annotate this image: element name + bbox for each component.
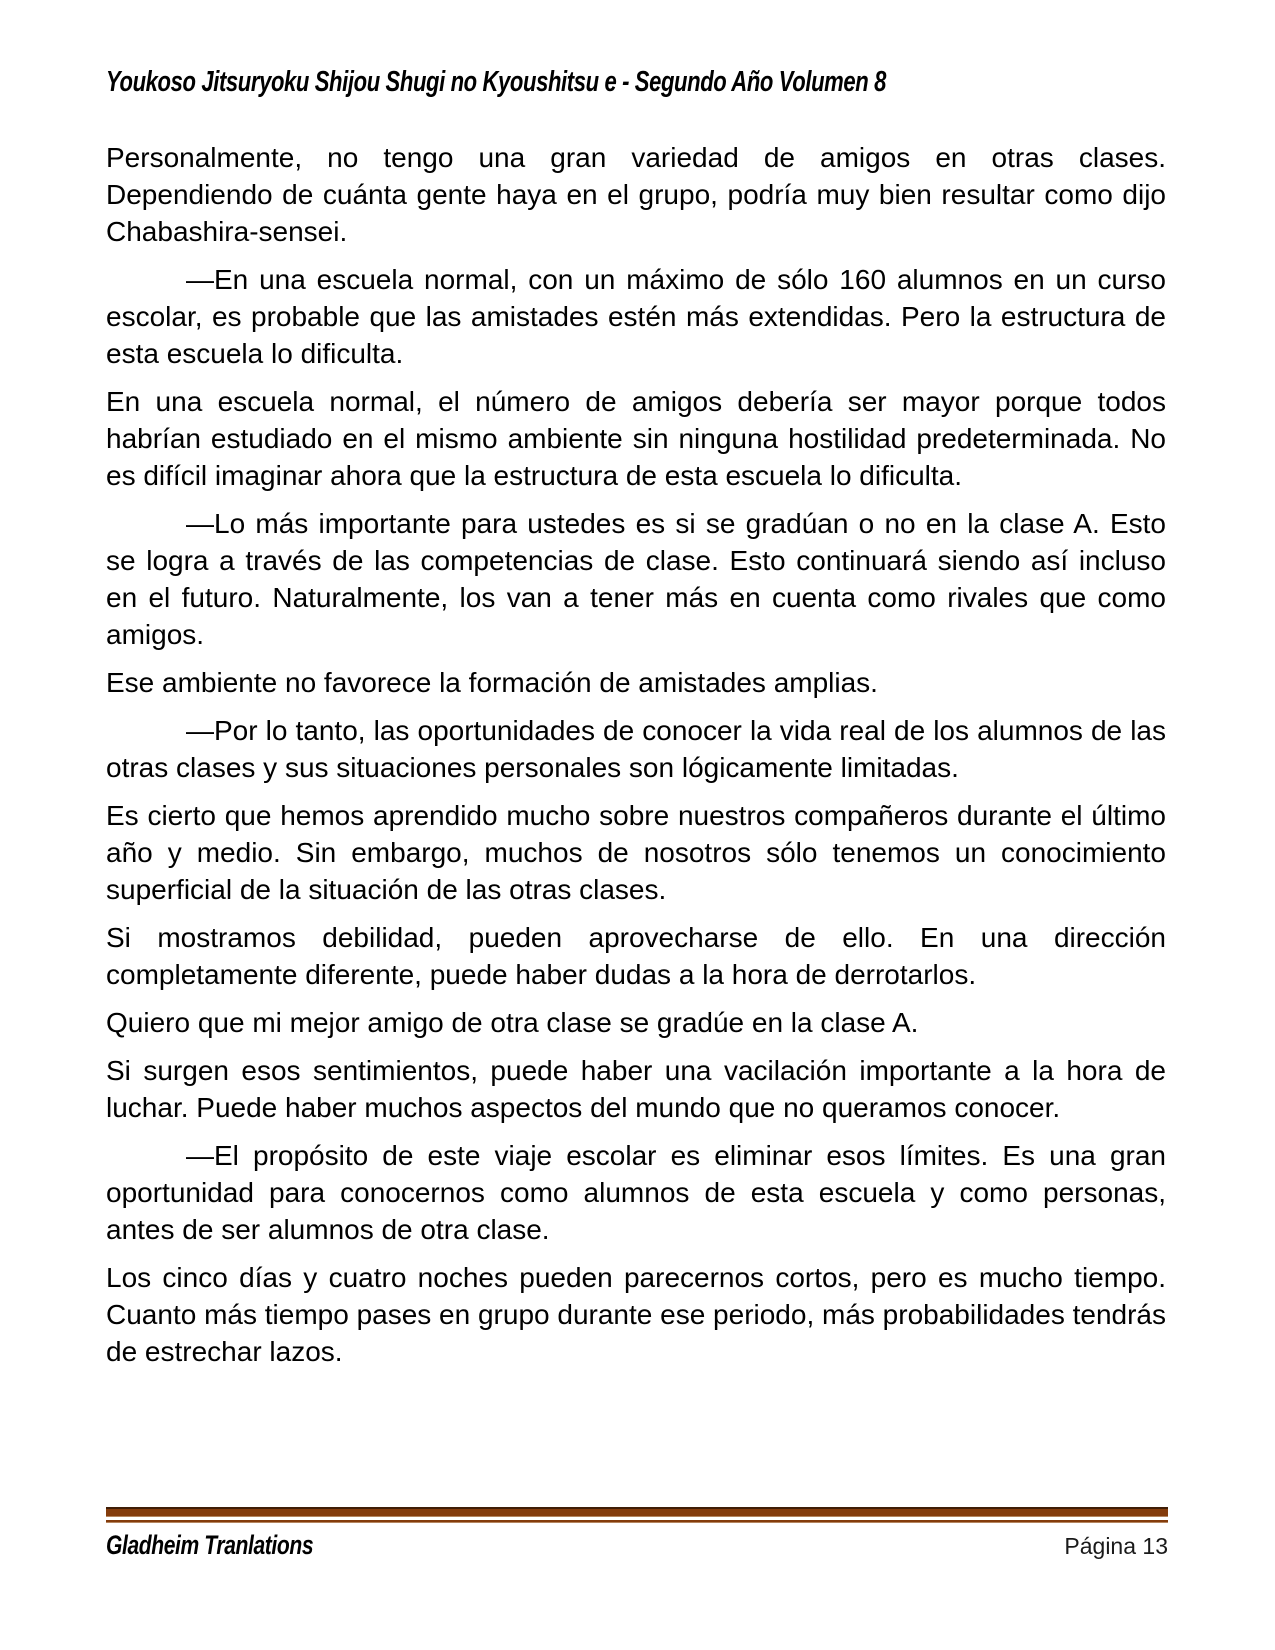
paragraph: —Por lo tanto, las oportunidades de conocer la vida real de los alumnos de las otras clases y sus situaciones personales son lógicamente limitadas. bbox=[106, 715, 1166, 783]
page-footer bbox=[106, 1507, 1168, 1561]
paragraph: Quiero que mi mejor amigo de otra clase se gradúe en la clase A. bbox=[106, 1007, 919, 1038]
paragraph: —Lo más importante para ustedes es si se gradúan o no en la clase A. Esto se logra a través de las competencias de clase. Esto continuará siendo así incluso en el futuro. Naturalmente, los van a tener más en cuenta como rivales que como amigos. bbox=[106, 508, 1166, 650]
footer-rule-thick-band bbox=[106, 1507, 1168, 1517]
translator-credit: Gladheim Tranlations bbox=[106, 1530, 314, 1560]
page-number-label: Página bbox=[1064, 1533, 1137, 1559]
page-header bbox=[106, 66, 1168, 99]
footer-rule bbox=[106, 1507, 1168, 1523]
paragraph: Personalmente, no tengo una gran variedad de amigos en otras clases. Dependiendo de cuánta gente haya en el grupo, podría muy bien resultar como dijo Chabashira-sensei. bbox=[106, 142, 1166, 247]
paragraph: En una escuela normal, el número de amigos debería ser mayor porque todos habrían estudiado en el mismo ambiente sin ninguna hostilidad predeterminada. No es difícil imaginar ahora que la estructura de esta escuela lo dificulta. bbox=[106, 386, 1166, 491]
paragraph: —En una escuela normal, con un máximo de sólo 160 alumnos en un curso escolar, es probable que las amistades estén más extendidas. Pero la estructura de esta escuela lo dificulta. bbox=[106, 264, 1166, 369]
page-body bbox=[106, 139, 1166, 1381]
footer-rule-thin-line bbox=[106, 1520, 1168, 1523]
paragraph: Si mostramos debilidad, pueden aprovecharse de ello. En una dirección completamente diferente, puede haber dudas a la hora de derrotarlos. bbox=[106, 922, 1166, 990]
page-number-value: 13 bbox=[1142, 1533, 1168, 1559]
paragraph: Ese ambiente no favorece la formación de amistades amplias. bbox=[106, 667, 878, 698]
paragraph: Los cinco días y cuatro noches pueden parecernos cortos, pero es mucho tiempo. Cuanto más tiempo pases en grupo durante ese periodo, más probabilidades tendrás de estrechar lazos. bbox=[106, 1262, 1166, 1367]
paragraph: Si surgen esos sentimientos, puede haber una vacilación importante a la hora de luchar. Puede haber muchos aspectos del mundo que no queramos conocer. bbox=[106, 1055, 1166, 1123]
page-title: Youkoso Jitsuryoku Shijou Shugi no Kyoushitsu e - Segundo Año Volumen 8 bbox=[106, 66, 886, 98]
paragraph: —El propósito de este viaje escolar es eliminar esos límites. Es una gran oportunidad para conocernos como alumnos de esta escuela y como personas, antes de ser alumnos de otra clase. bbox=[106, 1140, 1166, 1245]
page-number bbox=[1064, 1533, 1168, 1560]
paragraph: Es cierto que hemos aprendido mucho sobre nuestros compañeros durante el último año y medio. Sin embargo, muchos de nosotros sólo tenemos un conocimiento superficial de la situación de las otras clases. bbox=[106, 800, 1166, 905]
footer-row bbox=[106, 1530, 1168, 1561]
